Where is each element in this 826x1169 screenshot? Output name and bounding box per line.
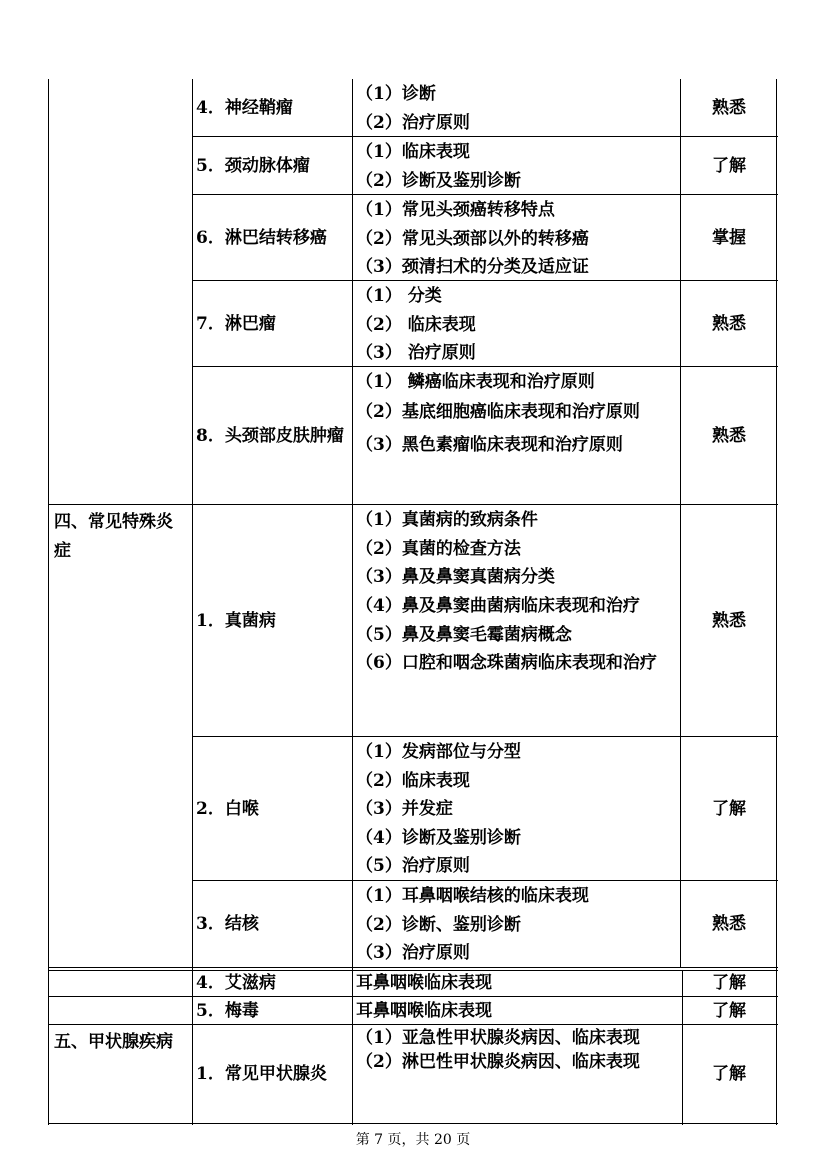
section-cell [50, 1026, 192, 1122]
level-text: 了解 [712, 1000, 746, 1021]
level-cell [682, 738, 776, 880]
item-cell [194, 282, 352, 366]
table-rule [192, 366, 778, 367]
table-rule [352, 79, 353, 1125]
content-line: （2）淋巴性甲状腺炎病因、临床表现 [356, 1052, 640, 1072]
item-cell [194, 196, 352, 280]
item-name: 7．淋巴瘤 [196, 313, 276, 334]
level-cell [682, 282, 776, 366]
content-line: （5）鼻及鼻窦毛霉菌病概念 [356, 624, 572, 645]
content-line: （2）临床表现 [356, 770, 470, 791]
item-cell [194, 1026, 352, 1122]
item-name: 6．淋巴结转移癌 [196, 227, 327, 248]
content-line: （2）诊断、鉴别诊断 [356, 914, 521, 935]
item-cell [194, 998, 352, 1024]
content-cell [354, 1026, 680, 1122]
level-text: 熟悉 [712, 313, 746, 334]
content-line: （2） 临床表现 [356, 314, 476, 335]
content-line: （1）诊断 [356, 84, 436, 104]
table-rule [48, 967, 778, 968]
content-line: （3）并发症 [356, 799, 453, 819]
level-cell [682, 80, 776, 136]
item-name: 3．结核 [196, 913, 259, 934]
content-cell [354, 970, 680, 996]
content-line: （1）常见头颈癌转移特点 [356, 200, 555, 220]
table-rule [192, 136, 778, 137]
level-text: 熟悉 [712, 97, 746, 118]
content-line: （2）真菌的检查方法 [356, 538, 521, 559]
content-line: （6）口腔和咽念珠菌病临床表现和治疗 [356, 653, 657, 673]
level-cell [682, 196, 776, 280]
table-rule [48, 1024, 778, 1025]
item-cell [194, 80, 352, 136]
item-name: 5．颈动脉体瘤 [196, 155, 310, 176]
item-name: 1．常见甲状腺炎 [196, 1063, 327, 1084]
content-line: （1） 鳞癌临床表现和治疗原则 [356, 372, 595, 392]
item-cell [194, 138, 352, 194]
table-rule [192, 736, 778, 737]
content-line: （3） 治疗原则 [356, 343, 476, 363]
content-cell [354, 282, 680, 366]
level-cell [682, 138, 776, 194]
table-rule [48, 79, 49, 1125]
content-line: （2）常见头颈部以外的转移癌 [356, 228, 589, 249]
content-line: 耳鼻咽喉临床表现 [356, 1001, 492, 1021]
table-rule [48, 1123, 778, 1124]
content-cell [354, 882, 680, 966]
content-line: （1）发病部位与分型 [356, 742, 521, 762]
content-cell [354, 998, 680, 1024]
item-cell [194, 738, 352, 880]
content-line: （1）真菌病的致病条件 [356, 510, 538, 530]
item-cell [194, 506, 352, 736]
content-line: 耳鼻咽喉临床表现 [356, 973, 492, 993]
content-cell [354, 138, 680, 194]
content-cell [354, 368, 680, 504]
level-cell [682, 882, 776, 966]
level-text: 熟悉 [712, 913, 746, 934]
table-rule [192, 79, 193, 1125]
item-name: 8．头颈部皮肤肿瘤 [196, 425, 344, 446]
item-name: 4．神经鞘瘤 [196, 97, 293, 118]
table-rule [776, 79, 777, 1125]
level-cell [682, 506, 776, 736]
content-line: （1）亚急性甲状腺炎病因、临床表现 [356, 1028, 640, 1048]
level-text: 了解 [712, 155, 746, 176]
level-cell [682, 1026, 776, 1122]
item-name: 5．梅毒 [196, 1000, 259, 1021]
content-line: （1） 分类 [356, 286, 442, 306]
content-cell [354, 738, 680, 880]
level-text: 了解 [712, 798, 746, 819]
section-text: 五、甲状腺疾病 [54, 1032, 173, 1052]
content-line: （2）诊断及鉴别诊断 [356, 170, 521, 191]
item-cell [194, 882, 352, 966]
item-cell [194, 368, 352, 504]
content-line: （5）治疗原则 [356, 856, 470, 876]
content-line: （1）临床表现 [356, 142, 470, 162]
level-text: 掌握 [712, 227, 746, 248]
table-rule [48, 504, 778, 505]
item-name: 4．艾滋病 [196, 972, 276, 993]
table-rule [682, 971, 683, 1125]
content-line: （3）治疗原则 [356, 943, 470, 963]
content-line: （3）黑色素瘤临床表现和治疗原则 [356, 434, 623, 455]
level-cell [682, 998, 776, 1024]
content-line: （2）基底细胞癌临床表现和治疗原则 [356, 401, 640, 422]
section-cell [50, 506, 192, 966]
table-rule [192, 280, 778, 281]
content-line: （2）治疗原则 [356, 112, 470, 133]
item-name: 1．真菌病 [196, 610, 276, 631]
table-rule [680, 79, 681, 968]
level-text: 熟悉 [712, 610, 746, 631]
level-text: 了解 [712, 972, 746, 993]
content-cell [354, 196, 680, 280]
content-cell [354, 80, 680, 136]
content-cell [354, 506, 680, 736]
level-cell [682, 368, 776, 504]
level-text: 熟悉 [712, 425, 746, 446]
content-line: （3）颈清扫术的分类及适应证 [356, 257, 589, 277]
item-cell [194, 970, 352, 996]
section-text: 四、常见特殊炎症 [54, 512, 173, 561]
level-text: 了解 [712, 1063, 746, 1084]
table-rule [192, 880, 778, 881]
table-rule [48, 970, 778, 971]
level-cell [682, 970, 776, 996]
table-rule [192, 194, 778, 195]
content-line: （1）耳鼻咽喉结核的临床表现 [356, 886, 589, 906]
item-name: 2．白喉 [196, 798, 259, 819]
table-rule [48, 996, 778, 997]
content-line: （4）诊断及鉴别诊断 [356, 827, 521, 848]
content-line: （3）鼻及鼻窦真菌病分类 [356, 567, 555, 587]
content-line: （4）鼻及鼻窦曲菌病临床表现和治疗 [356, 595, 640, 616]
page-footer: 第 7 页，共 20 页 [355, 1132, 471, 1148]
